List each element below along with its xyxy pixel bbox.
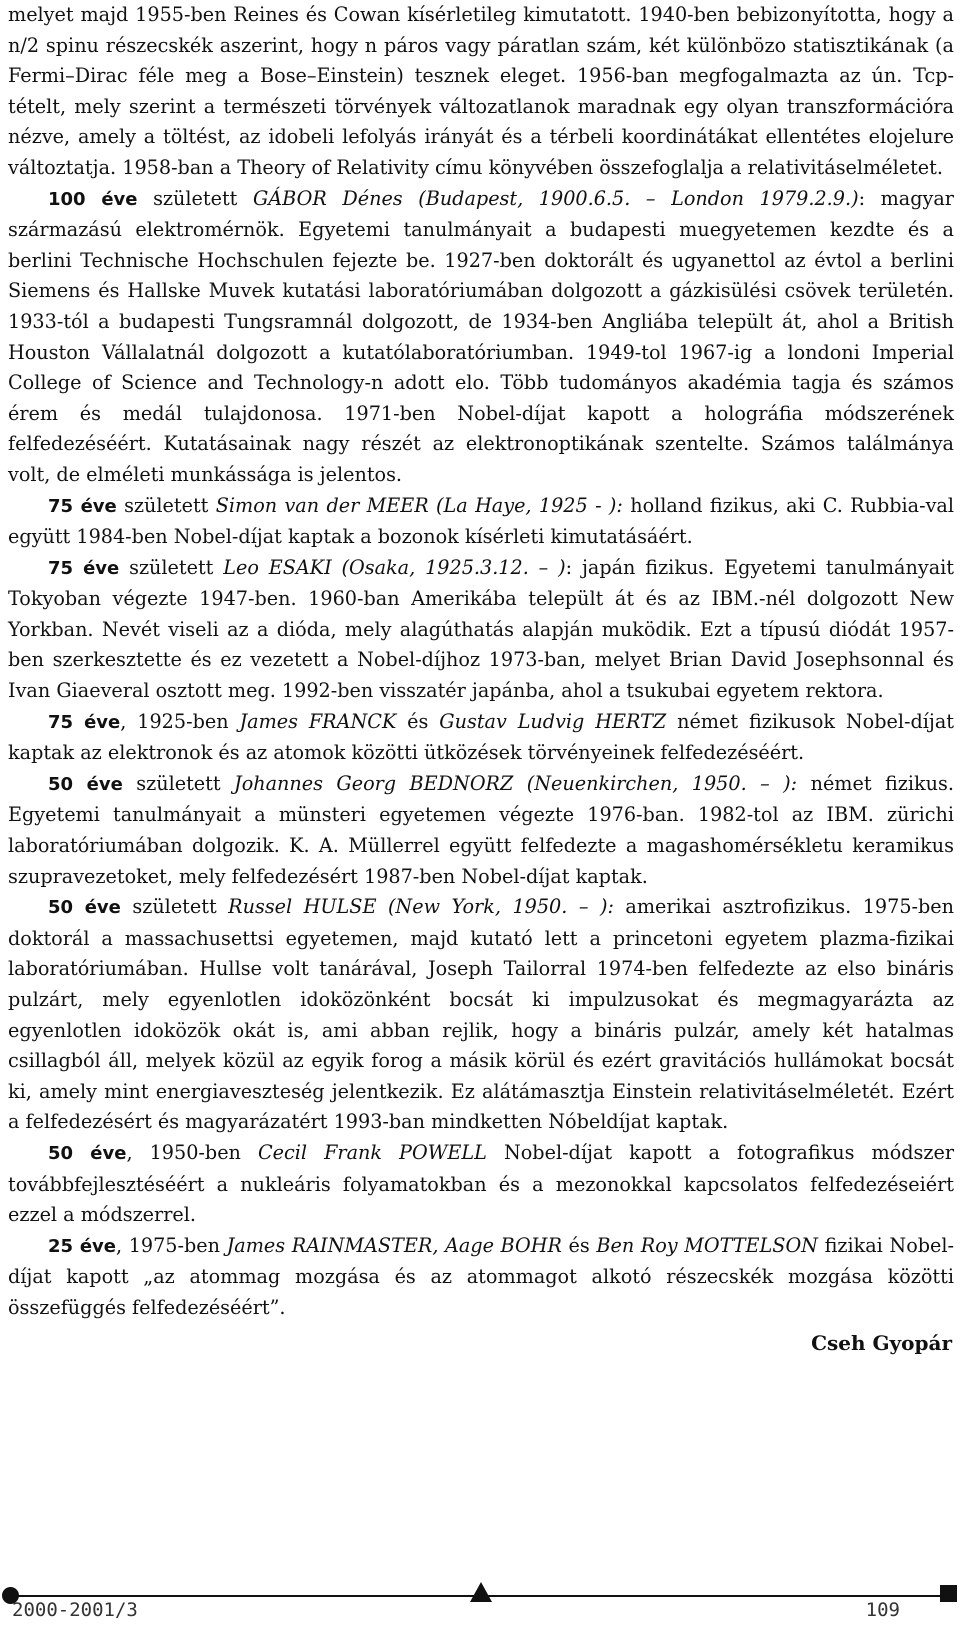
entry-bednorz — [8, 769, 954, 892]
person-name: GÁBOR Dénes (Budapest, 1900.6.5. – London 1979.2.9.) — [252, 186, 859, 210]
author-signature: Cseh Gyopár — [811, 1330, 952, 1355]
entry-rainwater-bohr-mottelson — [8, 1231, 954, 1324]
anniversary-label: 75 éve — [48, 711, 121, 733]
entry-connector: született — [137, 186, 253, 210]
person-name: James FRANCK — [239, 709, 397, 733]
entry-gabor — [8, 184, 954, 491]
person-name-2: Gustav Ludvig HERTZ — [439, 709, 667, 733]
entry-text: német fizikus. Egyetemi tanulmányait a münsteri egyetemen végezte 1976-ban. 1982-tol az IBM. zürichi laboratóriumában dolgozik. K. A. Müllerrel együtt felfedezte a magashomérsékletu keramikus szupravezetoket, mely felfedezésért 1987-ben Nobel-díjat kaptak. — [8, 771, 954, 888]
entry-meer — [8, 491, 954, 553]
entry-connector: született — [119, 555, 224, 579]
entry-connector: született — [122, 771, 234, 795]
person-name: Johannes Georg BEDNORZ (Neuenkirchen, 1950. – ): — [234, 771, 798, 795]
page — [8, 0, 954, 1358]
entry-connector: és — [561, 1233, 597, 1257]
entry-text: holland fizikus, aki C. Rubbia-val együtt 1984-ben Nobel-díjat kaptak a bozonok kísérleti kimutatásáért. — [8, 493, 954, 549]
person-name: James RAINMASTER, Aage BOHR — [226, 1233, 562, 1257]
entry-text: : japán fizikus. Egyetemi tanulmányait Tokyoban végezte 1947-ben. 1960-ban Amerikába települt át és az IBM.-nél dolgozott New Yorkban. Nevét viseli az a dióda, mely alagúthatás alapján muködik. Ezt a típusú diódát 1957-ben szerkesztette és ez vezetett a Nobel-díjhoz 1973-ban, melyet Brian David Josephsonnal és Ivan Giaeveral osztott meg. 1992-ben visszatér japánba, ahol a tsukubai egyetem rektora. — [8, 555, 954, 703]
anniversary-label: 50 éve — [48, 1142, 127, 1164]
entry-connector: , 1950-ben — [126, 1140, 258, 1164]
person-name: Simon van der MEER (La Haye, 1925 - ): — [215, 493, 623, 517]
entry-hulse — [8, 892, 954, 1138]
entry-powell — [8, 1138, 954, 1231]
entry-text: Nobel-díjat kapott a fotografikus módszer továbbfejlesztéséért a nukleáris folyamatokban és a mezonokkal kapcsolatos felfedezéseiért ezzel a módszerrel. — [8, 1140, 955, 1227]
entry-text: fizikai Nobel-díjat kapott „az atommag mozgása és az atommagot alkotó részecskék mozgása közötti összefüggés felfedezéséért”. — [8, 1233, 955, 1319]
anniversary-label: 75 éve — [48, 495, 117, 517]
anniversary-label: 50 éve — [48, 897, 121, 919]
entry-connector: született — [116, 493, 216, 517]
entry-text: amerikai asztrofizikus. 1975-ben doktorál a massachusettsi egyetemen, majd kutató lett a princetoni egyetem plazma-fizikai laboratóriumában. Hullse volt tanárával, Joseph Tailorral 1974-ben felfedezte az elso bináris pulzárt, mely egyenlotlen idoközönként bocsát ki impulzusokat és megmagyarázta az egyenlotlen idoközök okát is, ami abban rejlik, hogy a bináris pulzár, amely két hatalmas csillagból áll, melyek közül az egyik forog a másik körül és ezért gravitációs hullámokat bocsát ki, amely mint energiaveszteség jelentkezik. Ez alátámasztja Einstein relativitáselméletét. Ezért a felfedezésért és magyarázatért 1993-ban mindketten Nóbeldíjat kaptak. — [8, 895, 955, 1134]
square-marker-icon — [940, 1585, 957, 1602]
person-name: Russel HULSE (New York, 1950. – ): — [228, 895, 614, 919]
anniversary-label: 25 éve — [48, 1235, 116, 1257]
anniversary-label: 75 éve — [48, 557, 120, 579]
article-body — [8, 0, 954, 1358]
person-name: Leo ESAKI (Osaka, 1925.3.12. – ) — [223, 555, 566, 579]
entry-esaki — [8, 553, 954, 707]
page-number: 109 — [865, 1599, 900, 1621]
issue-number: 2000-2001/3 — [12, 1599, 138, 1621]
triangle-marker-icon — [470, 1582, 492, 1602]
entry-connector: , 1975-ben — [115, 1233, 227, 1257]
entry-franck-hertz — [8, 707, 954, 769]
anniversary-label: 50 éve — [48, 773, 123, 795]
entry-connector: és — [396, 709, 440, 733]
person-name-2: Ben Roy MOTTELSON — [596, 1233, 818, 1257]
entry-connector: született — [120, 895, 229, 919]
entry-connector: , 1925-ben — [120, 709, 240, 733]
intro-paragraph: melyet majd 1955-ben Reines és Cowan kísérletileg kimutatott. 1940-ben bebizonyította, hogy a n/2 spinu részecskék aszerint, hogy n páros vagy páratlan szám, két különbözo statisztikának (a Fermi–Dirac féle meg a Bose–Einstein) tesznek eleget. 1956-ban megfogalmazta az ún. Tcp-tételt, mely szerint a természeti törvények változatlanok maradnak egy olyan transzformációra nézve, amely a töltést, az idobeli lefolyás irányát és a térbeli koordinátákat ellentétes elojelure változtatja. 1958-ban a Theory of Relativity címu könyvében összefoglalja a relativitáselméletet. — [8, 3, 954, 179]
anniversary-label: 100 éve — [48, 188, 138, 210]
entry-text: : magyar származású elektromérnök. Egyetemi tanulmányait a budapesti muegyetemen kezdte és a berlini Technische Hochschulen fejezte be. 1927-ben doktorált és ugyanettol az évtol a berlini Siemens és Hallske Muvek kutatási laboratóriumában dolgozott a gázkisülési csövek területén. 1933-tól a budapesti Tungsramnál dolgozott, de 1934-ben Angliába települt át, ahol a British Houston Vállalatnál dolgozott a kutatólaboratóriumban. 1949-tol 1967-ig a londoni Imperial College of Science and Technology-n adott elo. Több tudományos akadémia tagja és számos érem és medál tulajdonosa. 1971-ben Nobel-díjat kapott a holográfia módszerének felfedezéséért. Kutatásainak nagy részét az elektronoptikának szentelte. Számos találmánya volt, de elméleti munkássága is jelentos. — [8, 186, 954, 486]
person-name: Cecil Frank POWELL — [257, 1140, 487, 1164]
entry-text: német fizikusok Nobel-díjat kaptak az elektronok és az atomok közötti ütközések törvényeinek felfedezéséért. — [8, 709, 955, 765]
